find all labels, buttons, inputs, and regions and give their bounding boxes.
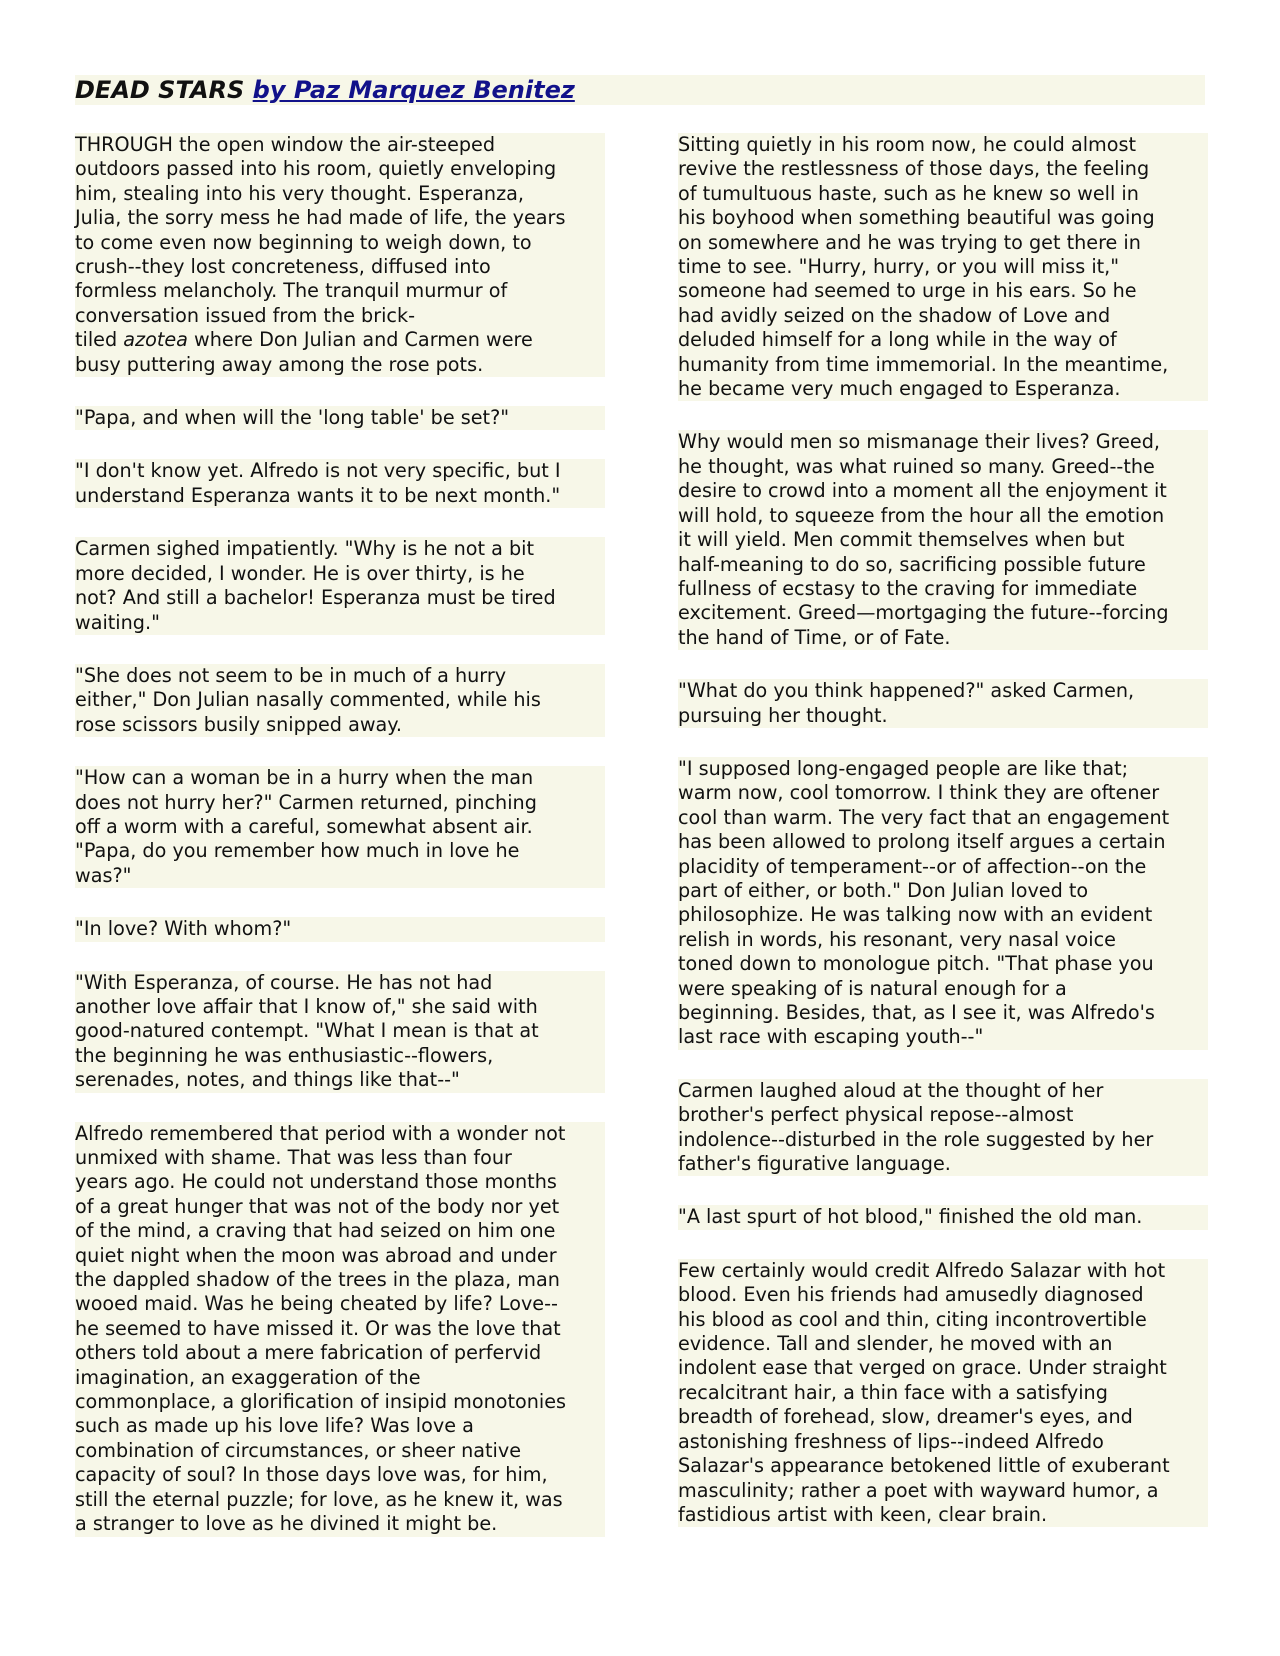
paragraph: Sitting quietly in his room now, he could almost revive the restlessness of those days, the feeling of tumultuous haste, such as he knew so well in his boyhood when something beautiful was going on somewhere and he was trying to get there in time to see. "Hurry, hurry, or you will miss it," someone had seemed to urge in his ears. So he had avidly seized on the shadow of Love and deluded himself for a long while in the way of humanity from time immemorial. In the meantime, he became very much engaged to Esperanza. xyxy=(678,133,1208,401)
paragraph: Alfredo remembered that period with a wonder not unmixed with shame. That was less than four years ago. He could not understand those months of a great hunger that was not of the body nor yet of the mind, a craving that had seized on him one quiet night when the moon was abroad and under the dappled shadow of the trees in the plaza, man wooed maid. Was he being cheated by life? Love-- he seemed to have missed it. Or was the love that others told about a mere fabrication of perfervid imagination, an exaggeration of the commonplace, a glorification of insipid monotonies such as made up his love life? Was love a combination of circumstances, or sheer native capacity of soul? In those days love was, for him, still the eternal puzzle; for love, as he knew it, was a stranger to love as he divined it might be. xyxy=(75,1122,605,1537)
left-column xyxy=(75,133,605,1537)
paragraph: "What do you think happened?" asked Carmen, pursuing her thought. xyxy=(678,679,1208,728)
author-link[interactable]: by Paz Marquez Benitez xyxy=(252,76,575,104)
title-text: DEAD STARS xyxy=(75,76,245,104)
paragraph: "She does not seem to be in much of a hurry either," Don Julian nasally commented, while his rose scissors busily snipped away. xyxy=(75,664,605,737)
paragraph: "A last spurt of hot blood," finished the old man. xyxy=(678,1205,1208,1229)
paragraph: "I supposed long-engaged people are like that; warm now, cool tomorrow. I think they are oftener cool than warm. The very fact that an engagement has been allowed to prolong itself argues a certain placidity of temperament--or of affection--on the part of either, or both." Don Julian loved to philosophize. He was talking now with an evident relish in words, his resonant, very nasal voice toned down to monologue pitch. "That phase you were speaking of is natural enough for a beginning. Besides, that, as I see it, was Alfredo's last race with escaping youth--" xyxy=(678,757,1208,1050)
paragraph-text: where Don Julian and Carmen were busy puttering away among the rose pots. xyxy=(75,328,533,376)
paragraph: "I don't know yet. Alfredo is not very specific, but I understand Esperanza wants it to be next month." xyxy=(75,459,605,508)
paragraph: "How can a woman be in a hurry when the man does not hurry her?" Carmen returned, pinching off a worm with a careful, somewhat absent air. "Papa, do you remember how much in love he was?" xyxy=(75,766,605,888)
paragraph: Carmen sighed impatiently. "Why is he not a bit more decided, I wonder. He is over thirty, is he not? And still a bachelor! Esperanza must be tired waiting." xyxy=(75,537,605,635)
paragraph: "With Esperanza, of course. He has not had another love affair that I know of," she said with good-natured contempt. "What I mean is that at the beginning he was enthusiastic--flowers, serenades, notes, and things like that--" xyxy=(75,971,605,1093)
paragraph: Few certainly would credit Alfredo Salazar with hot blood. Even his friends had amusedly diagnosed his blood as cool and thin, citing incontrovertible evidence. Tall and slender, he moved with an indolent ease that verged on grace. Under straight recalcitrant hair, a thin face with a satisfying breadth of forehead, slow, dreamer's eyes, and astonishing freshness of lips--indeed Alfredo Salazar's appearance betokened little of exuberant masculinity; rather a poet with wayward humor, a fastidious artist with keen, clear brain. xyxy=(678,1259,1208,1527)
paragraph xyxy=(75,133,605,377)
emphasis-text: azotea xyxy=(123,328,188,352)
page-title xyxy=(75,75,1205,105)
right-column xyxy=(678,133,1208,1527)
paragraph: "Papa, and when will the 'long table' be set?" xyxy=(75,406,605,430)
paragraph: "In love? With whom?" xyxy=(75,917,605,941)
paragraph: Carmen laughed aloud at the thought of her brother's perfect physical repose--almost indolence--disturbed in the role suggested by her father's figurative language. xyxy=(678,1079,1208,1177)
paragraph-text: THROUGH the open window the air-steeped outdoors passed into his room, quietly enveloping him, stealing into his very thought. Esperanza, Julia, the sorry mess he had made of life, the years to come even now beginning to weigh down, to crush--they lost concreteness, diffused into formless melancholy. The tranquil murmur of conversation issued from the brick- tiled xyxy=(75,133,566,352)
paragraph: Why would men so mismanage their lives? Greed, he thought, was what ruined so many. Greed--the desire to crowd into a moment all the enjoyment it will hold, to squeeze from the hour all the emotion it will yield. Men commit themselves when but half-meaning to do so, sacrificing possible future fullness of ecstasy to the craving for immediate excitement. Greed—mortgaging the future--forcing the hand of Time, or of Fate. xyxy=(678,430,1208,650)
